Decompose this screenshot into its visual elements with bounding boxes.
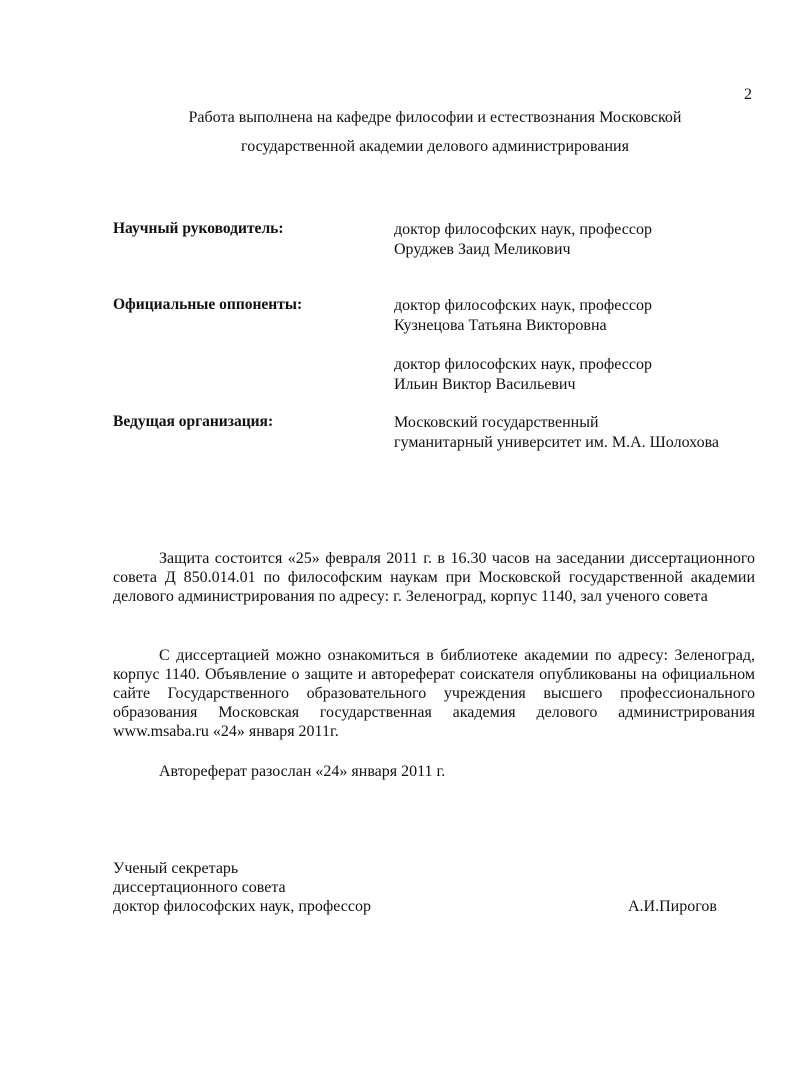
leading-org-line-2: гуманитарный университет им. М.А. Шолохова bbox=[394, 434, 720, 451]
opponent-2-name: Ильин Виктор Васильевич bbox=[394, 376, 576, 393]
page-number: 2 bbox=[744, 86, 752, 103]
opponents-label: Официальные оппоненты: bbox=[113, 296, 303, 313]
advisor-label: Научный руководитель: bbox=[113, 220, 284, 237]
signature-council: диссертационного совета bbox=[113, 879, 286, 896]
library-paragraph bbox=[113, 646, 755, 741]
signature-name: А.И.Пирогов bbox=[628, 898, 717, 915]
intro-line-2: государственной академии делового администрирования bbox=[241, 138, 629, 155]
opponent-2-title: доктор философских наук, профессор bbox=[394, 356, 652, 373]
mailing-paragraph bbox=[113, 762, 755, 781]
library-text: С диссертацией можно ознакомиться в библиотеке академии по адресу: Зеленоград, корпус 1140. Объявление о защите и автореферат соискателя опубликованы на официальном сайте Государственного образовательного учреждения высшего профессионального образования Московская государственная академия делового администрирования www.msaba.ru «24» января 2011г. bbox=[113, 647, 755, 740]
advisor-name: Оруджев Заид Меликович bbox=[394, 241, 571, 258]
defense-paragraph bbox=[113, 549, 755, 606]
opponent-1-name: Кузнецова Татьяна Викторовна bbox=[394, 317, 607, 334]
opponent-1 bbox=[394, 296, 652, 336]
advisor-title: доктор философских наук, профессор bbox=[394, 221, 652, 238]
advisor-details bbox=[394, 220, 652, 260]
opponent-2 bbox=[394, 355, 652, 395]
defense-text: Защита состоится «25» февраля 2011 г. в 16.30 часов на заседании диссертационного совета Д 850.014.01 по философским наукам при Московской государственной академии делового администрирования по адресу: г. Зеленоград, корпус 1140, зал ученого совета bbox=[113, 550, 755, 605]
leading-org-line-1: Московский государственный bbox=[394, 414, 599, 431]
intro-heading bbox=[110, 103, 760, 161]
leading-org-details bbox=[394, 413, 719, 453]
signature-block bbox=[113, 859, 371, 916]
signature-role: Ученый секретарь bbox=[113, 860, 239, 877]
intro-line-1: Работа выполнена на кафедре философии и естествознания Московской bbox=[188, 109, 682, 126]
signature-degree: доктор философских наук, профессор bbox=[113, 898, 371, 915]
leading-org-label: Ведущая организация: bbox=[113, 413, 274, 430]
opponent-1-title: доктор философских наук, профессор bbox=[394, 297, 652, 314]
mailing-text: Автореферат разослан «24» января 2011 г. bbox=[159, 763, 446, 780]
